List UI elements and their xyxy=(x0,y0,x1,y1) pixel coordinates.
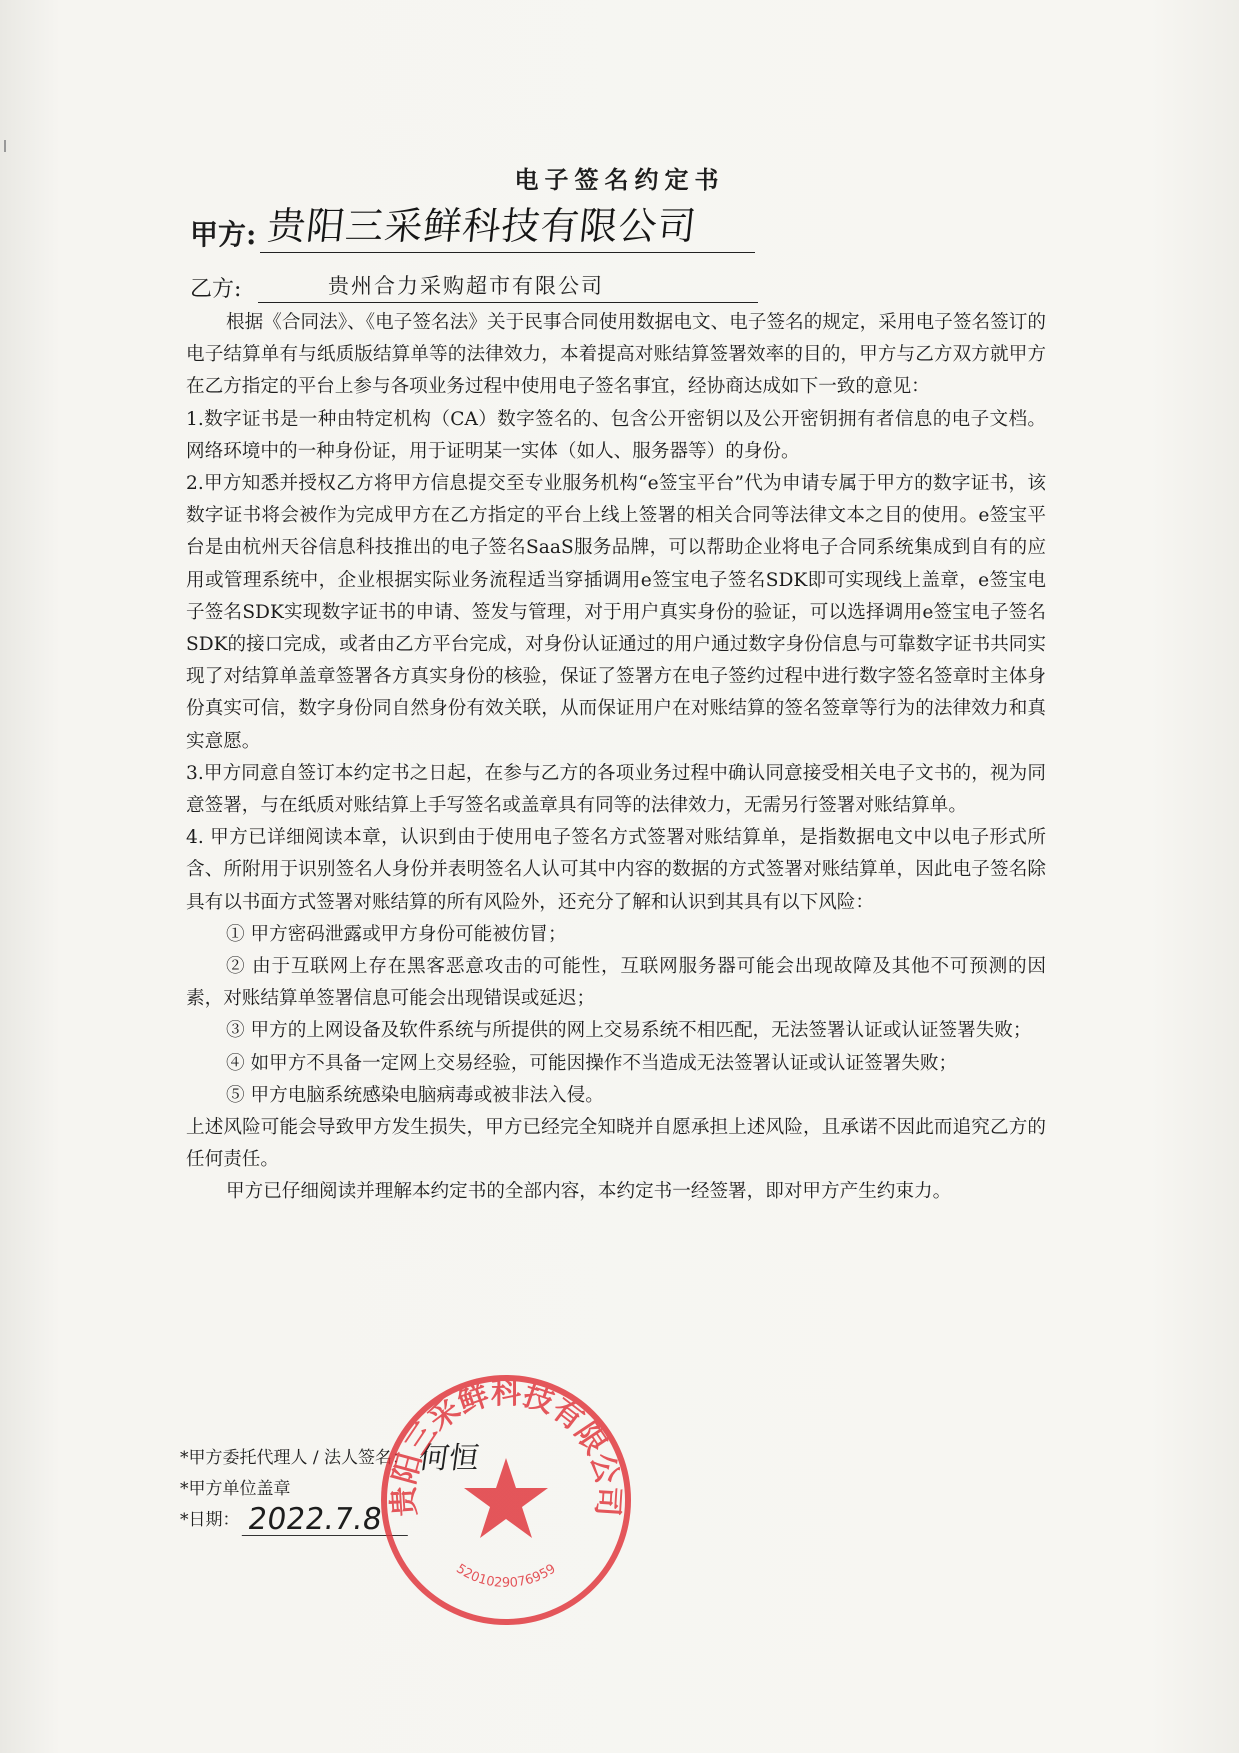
agent-handwritten-signature: 何恒 xyxy=(416,1441,482,1476)
document-title: 电子签名约定书 xyxy=(514,165,725,194)
seal-star-icon xyxy=(464,1458,548,1538)
risk-item-5: ⑤ 甲方电脑系统感染电脑病毒或被非法入侵。 xyxy=(226,1084,604,1106)
agent-signature-label: *甲方委托代理人 / 法人签名： xyxy=(180,1448,410,1468)
risk-item-2: ② 由于互联网上存在黑客恶意攻击的可能性，互联网服务器可能会出现故障及其他不可预测的因素，对账结算单签署信息可能会出现错误或延迟； xyxy=(186,956,1046,1010)
handwritten-date: 2022.7.8 xyxy=(241,1504,411,1536)
risk-item-1: ① 甲方密码泄露或甲方身份可能被仿冒； xyxy=(226,923,567,945)
clause-4: 4. 甲方已详细阅读本章，认识到由于使用电子签名方式签署对账结算单，是指数据电文中以电子形式所含、所附用于识别签名人身份并表明签名人认可其中内容的数据的方式签署对账结算单，因此电子签名除具有以书面方式签署对账结算的所有风险外，还充分了解和认识到其具有以下风险： xyxy=(186,827,1046,913)
party-a-line xyxy=(260,204,755,253)
scan-margin-mark xyxy=(4,140,6,152)
seal-label: *甲方单位盖章 xyxy=(180,1479,291,1499)
party-b-row xyxy=(190,272,758,303)
risk-item-4: ④ 如甲方不具备一定网上交易经验，可能因操作不当造成无法签署认证或认证签署失败； xyxy=(226,1052,958,1074)
party-b-label: 乙方: xyxy=(190,277,242,302)
clause-2: 2.甲方知悉并授权乙方将甲方信息提交至专业服务机构“e签宝平台”代为申请专属于甲方的数字证书，该数字证书将会被作为完成甲方在乙方指定的平台上线上签署的相关合同等法律文本之目的使用。e签宝平台是由杭州天谷信息科技推出的电子签名SaaS服务品牌，可以帮助企业将电子合同系统集成到自有的应用或管理系统中，企业根据实际业务流程适当穿插调用e签宝电子签名SDK即可实现线上盖章，e签宝电子签名SDK实现数字证书的申请、签发与管理，对于用户真实身份的验证，可以选择调用e签宝电子签名SDK的接口完成，或者由乙方平台完成，对身份认证通过的用户通过数字身份信息与可靠数字证书共同实现了对结算单盖章签署各方真实身份的核验，保证了签署方在电子签约过程中进行数字签名签章时主体身份真实可信，数字身份同自然身份有效关联，从而保证用户在对账结算的签名签章等行为的法律效力和真实意愿。 xyxy=(186,473,1046,752)
risk-item-3: ③ 甲方的上网设备及软件系统与所提供的网上交易系统不相匹配，无法签署认证或认证签署失败； xyxy=(226,1020,1032,1042)
party-b-name: 贵州合力采购超市有限公司 xyxy=(328,274,604,298)
party-b-line xyxy=(258,272,758,303)
risk-acknowledgement: 上述风险可能会导致甲方发生损失，甲方已经完全知晓并自愿承担上述风险，且承诺不因此而追究乙方的任何责任。 xyxy=(186,1117,1046,1171)
intro-paragraph: 根据《合同法》、《电子签名法》关于民事合同使用数据电文、电子签名的规定，采用电子签名签订的电子结算单有与纸质版结算单等的法律效力，本着提高对账结算签署效率的目的，甲方与乙方双方就甲方在乙方指定的平台上参与各项业务过程中使用电子签名事宜，经协商达成如下一致的意见： xyxy=(186,312,1046,398)
party-a-label: 甲方: xyxy=(190,218,257,251)
clause-1: 1.数字证书是一种由特定机构（CA）数字签名的、包含公开密钥以及公开密钥拥有者信息的电子文档。网络环境中的一种身份证，用于证明某一实体（如人、服务器等）的身份。 xyxy=(186,408,1046,462)
agreement-body xyxy=(186,307,1046,1209)
clause-3: 3.甲方同意自签订本约定书之日起，在参与乙方的各项业务过程中确认同意接受相关电子文书的，视为同意签署，与在纸质对账结算上手写签名或盖章具有同等的法律效力，无需另行签署对账结算单。 xyxy=(186,762,1046,817)
party-a-row xyxy=(190,204,755,253)
seal-registration-code: 5201029076959 xyxy=(453,1561,559,1591)
date-label: *日期： xyxy=(180,1510,240,1530)
binding-statement: 甲方已仔细阅读并理解本约定书的全部内容，本约定书一经签署，即对甲方产生约束力。 xyxy=(226,1181,952,1203)
seal-company-name: 贵阳三采鲜科技有限公司 xyxy=(386,1376,626,1518)
company-seal-stamp xyxy=(378,1372,634,1628)
party-a-handwritten-name: 贵阳三采鲜科技有限公司 xyxy=(265,204,699,248)
